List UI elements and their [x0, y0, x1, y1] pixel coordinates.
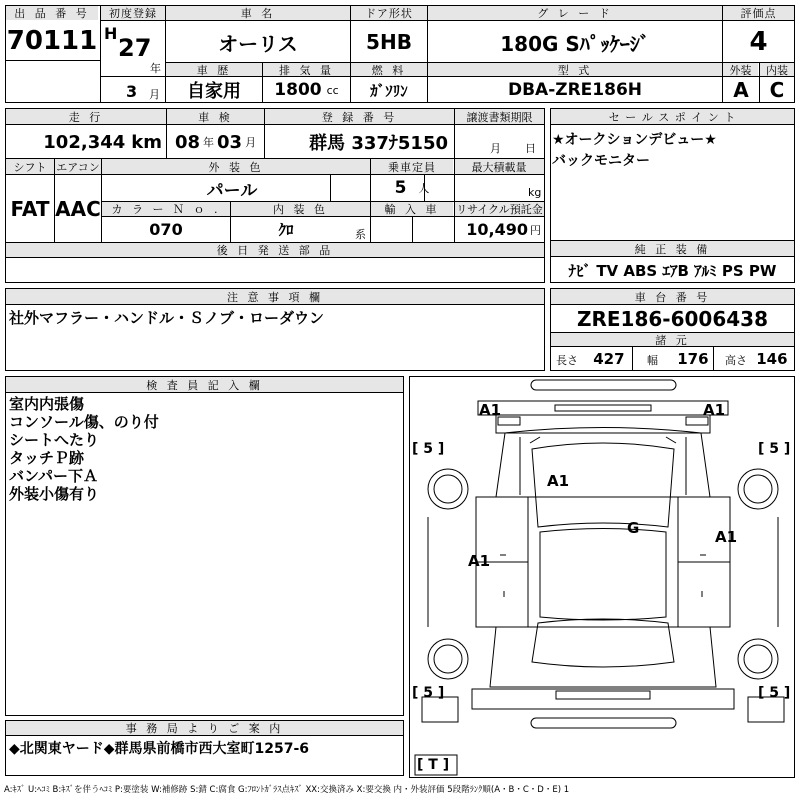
- score-label: 評価点: [723, 6, 794, 20]
- era: H: [104, 24, 118, 43]
- fuel: ｶﾞｿﾘﾝ: [370, 81, 408, 100]
- displacement: 1800 cc: [274, 80, 339, 100]
- aircon: AAC: [55, 196, 101, 221]
- color: パール: [206, 180, 258, 201]
- office-text: ◆北関東ヤード◆群馬県前橋市西大室町1257-6: [9, 741, 310, 757]
- spare-tire: [ T ]: [417, 757, 450, 773]
- tire-tread: [ 5 ]: [412, 441, 445, 457]
- inspector-line: 外装小傷有り: [9, 485, 100, 503]
- equipment: ﾅﾋﾞ TV ABS ｴｱB ｱﾙﾐ PS PW: [568, 261, 777, 280]
- inspector-line: バンパー下Ａ: [9, 467, 98, 485]
- car-diagram: [409, 376, 795, 778]
- year-unit: 年: [150, 62, 161, 75]
- aircon-label: エアコン: [56, 160, 100, 174]
- transfer-day-unit: 日: [525, 142, 536, 155]
- later-parts-label: 後 日 発 送 部 品: [6, 243, 544, 257]
- sales-point: バックモニター: [552, 153, 650, 169]
- transfer-month-unit: 月: [490, 142, 501, 155]
- month-unit: 月: [149, 88, 160, 101]
- sales-point: ★オークションデビュー★: [552, 132, 717, 148]
- grade: 180G Sﾊﾟｯｹｰｼﾞ: [500, 31, 650, 56]
- reg-month: 3: [126, 82, 138, 101]
- damage-mark: G: [627, 519, 640, 537]
- recycle: 10,490 円: [466, 220, 541, 239]
- damage-mark: A1: [468, 552, 491, 570]
- capacity: 5 人: [394, 178, 430, 198]
- lot-number-label: 出 品 番 号: [6, 6, 98, 20]
- damage-mark: A1: [703, 401, 726, 419]
- tire-tread: [ 5 ]: [758, 441, 791, 457]
- int-color-label: 内 装 色: [231, 202, 370, 216]
- chassis-label: 車 台 番 号: [551, 289, 794, 304]
- mileage-label: 走 行: [6, 109, 166, 124]
- inspector-line: シートへたり: [9, 431, 100, 449]
- transfer-label: 譲渡書類期限: [455, 109, 544, 124]
- inspector-notes: [9, 395, 159, 503]
- shift-label: シフト: [6, 159, 54, 174]
- inspector-label: 検 査 員 記 入 欄: [6, 377, 403, 392]
- notes: 社外マフラー・ハンドル・Ｓノブ・ローダウン: [9, 309, 325, 327]
- damage-mark: A1: [715, 528, 738, 546]
- inspection-label: 車 検: [167, 109, 264, 124]
- inspection: 08 年 03 月: [174, 131, 257, 153]
- plate-label: 登 録 番 号: [265, 109, 454, 124]
- int-color: ｸﾛ: [278, 221, 294, 239]
- tire-tread: [ 5 ]: [412, 685, 445, 701]
- import-label: 輸 入 車: [371, 202, 453, 216]
- capacity-label: 乗車定員: [371, 159, 453, 174]
- notes-label: 注 意 事 項 欄: [6, 289, 544, 304]
- legend: A:ｷｽﾞ U:ﾍｺﾐ B:ｷｽﾞを伴うﾍｺﾐ P:要塗装 W:補修跡 S:錆 C:腐食 G:ﾌﾛﾝﾄｶﾞﾗｽ点ｷｽﾞ XX:交換済み X:要交換 内・外装評価 5段階ﾗﾝｸ順(A・B・C・D・E) 1: [4, 785, 570, 795]
- max-load-unit: kg: [528, 186, 542, 199]
- spec-label: 諸 元: [551, 333, 794, 346]
- height: 高さ 146: [725, 350, 788, 368]
- equipment-label: 純 正 装 備: [551, 241, 794, 256]
- interior-grade: C: [769, 78, 785, 102]
- sales-points-label: セ ー ル ス ポ イ ン ト: [551, 109, 794, 124]
- score: 4: [749, 27, 768, 57]
- fuel-label: 燃 料: [351, 63, 427, 76]
- car-name: オーリス: [218, 31, 298, 56]
- shift: FAT: [10, 196, 50, 221]
- interior-label: 内装: [760, 63, 794, 76]
- displacement-label: 排 気 量: [263, 63, 350, 76]
- exterior-label: 外装: [723, 63, 758, 76]
- history-label: 車 歴: [166, 63, 262, 76]
- model: DBA-ZRE186H: [507, 80, 643, 100]
- reg-year: 27: [118, 34, 152, 62]
- damage-mark: A1: [479, 401, 502, 419]
- grade-label: グ レ ー ド: [428, 6, 722, 20]
- color-no-label: カ ラ ー Ｎ ｏ .: [102, 202, 230, 216]
- tire-tread: [ 5 ]: [758, 685, 791, 701]
- color-label: 外 装 色: [102, 159, 370, 174]
- exterior-grade: A: [733, 78, 749, 102]
- color-no: 070: [149, 220, 183, 239]
- max-load-label: 最大積載量: [454, 159, 544, 174]
- mileage: 102,344 km: [43, 131, 162, 153]
- lot-number: 70111: [6, 26, 98, 56]
- first-reg-label: 初度登録: [101, 6, 165, 20]
- inspector-line: タッチＰ跡: [9, 449, 85, 467]
- model-label: 型 式: [428, 63, 722, 76]
- inspector-line: コンソール傷、のり付: [9, 413, 159, 431]
- width: 幅 176: [647, 350, 709, 368]
- door-label: ドア形状: [351, 6, 427, 20]
- office-label: 事 務 局 よ り ご 案 内: [6, 721, 403, 735]
- length: 長さ 427: [556, 350, 625, 368]
- int-color-unit: 系: [355, 228, 366, 241]
- plate: 群馬 337ﾅ5150: [309, 133, 448, 154]
- damage-mark: A1: [547, 472, 570, 490]
- door: 5HB: [366, 30, 412, 54]
- chassis: ZRE186-6006438: [576, 306, 769, 331]
- car-name-label: 車 名: [166, 6, 350, 20]
- inspector-line: 室内内張傷: [9, 395, 85, 413]
- recycle-label: リサイクル預託金: [456, 203, 543, 216]
- history: 自家用: [187, 81, 241, 102]
